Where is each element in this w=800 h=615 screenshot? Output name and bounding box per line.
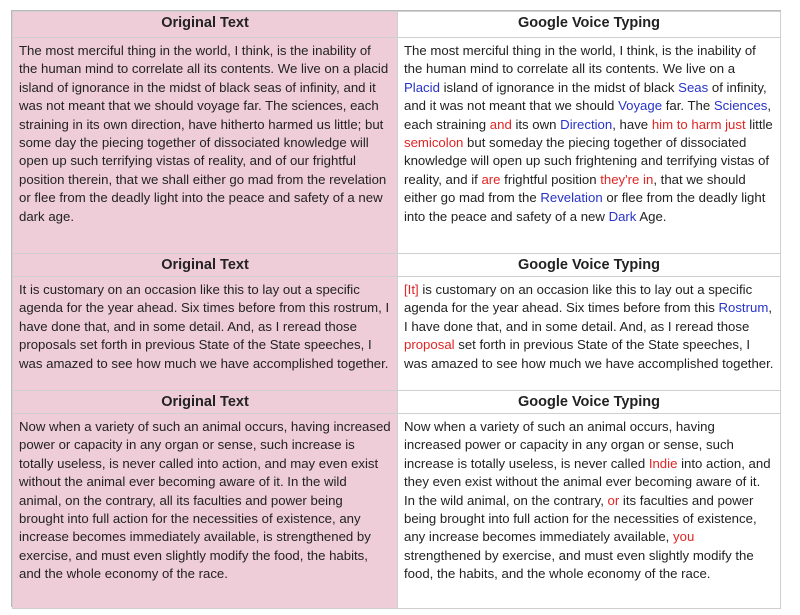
- mistranscribed-word: you: [673, 529, 695, 545]
- voice-typing-header: Google Voice Typing: [398, 391, 781, 414]
- mistranscribed-word: [It]: [404, 282, 419, 297]
- voice-text-segment: , I have done that, and in some detail. And, as I reread those: [404, 300, 772, 334]
- miscapitalized-word: Direction: [560, 116, 613, 132]
- header-row: [13, 391, 781, 414]
- voice-text-segment: The most merciful thing in the world, I think, is the inability of the human mind to correlate all its contents. We live on a: [404, 43, 756, 77]
- voice-passage: [398, 38, 781, 254]
- original-passage: The most merciful thing in the world, I think, is the inability of the human mind to correlate all its contents. We live on a placid island of ignorance in the midst of black seas of infinity, and it was not meant that we should voyage far. The sciences, each straining in its own direction, have hitherto harmed us little; but some day the piecing together of dissociated knowledge will open up such terrifying vistas of reality, and of our frightful position therein, that we shall either go mad from the revelation or flee from the deadly light into the peace and safety of a new dark age.: [13, 38, 398, 254]
- voice-text-segment: its faculties and power being brought into full action for the necessities of existence, any increase becomes immediately available,: [404, 492, 757, 545]
- voice-text-segment: into action, and they even exist without the animal ever becoming aware of it. In the wild animal, on the contrary,: [404, 455, 771, 508]
- voice-text-segment: or flee from the deadly light into the peace and safety of a new: [404, 190, 766, 224]
- original-text-header: Original Text: [13, 12, 398, 38]
- miscapitalized-word: Placid: [404, 79, 440, 95]
- voice-text-segment: island of ignorance in the midst of black: [439, 79, 679, 95]
- voice-passage: [398, 414, 781, 609]
- mistranscribed-word: Indie: [648, 455, 678, 471]
- mistranscribed-word: semicolon: [404, 135, 464, 151]
- header-row: [13, 12, 781, 38]
- mistranscribed-word: they're in: [600, 171, 654, 187]
- miscapitalized-word: Rostrum: [718, 300, 769, 316]
- voice-text-segment: , that we should either go mad from the: [404, 171, 746, 206]
- miscapitalized-word: Sciences: [713, 98, 768, 114]
- mistranscribed-word: or: [607, 492, 620, 508]
- mistranscribed-word: and: [489, 116, 512, 132]
- voice-text-segment: its own: [511, 116, 561, 132]
- voice-text-segment: of infinity, and it was not meant that we should: [404, 79, 767, 114]
- original-text-header: Original Text: [13, 254, 398, 277]
- voice-text-segment: Age.: [636, 208, 667, 224]
- miscapitalized-word: Seas: [678, 79, 709, 95]
- miscapitalized-word: Dark: [608, 208, 637, 224]
- voice-text-segment: , have: [612, 116, 652, 132]
- voice-text-segment: far. The: [662, 98, 714, 114]
- passage-row: [13, 414, 781, 609]
- passage-row: [13, 38, 781, 254]
- voice-typing-header: Google Voice Typing: [398, 254, 781, 277]
- voice-text-segment: set forth in previous State of the State speeches, I was amazed to see how much we have accomplished together.: [404, 337, 774, 371]
- original-passage: Now when a variety of such an animal occurs, having increased power or capacity in any organ or sense, such increase is totally useless, is never called into action, and may even exist without the animal ever becoming aware of it. In the wild animal, on the contrary, all its faculties and power being brought into full action for the necessities of existence, any increase becomes immediately available, is strengthened by exercise, and must even slightly modify the food, the habits, and the whole economy of the race.: [13, 414, 398, 609]
- voice-text-segment: is customary on an occasion like this to lay out a specific agenda for the year ahead. Six times before from this: [404, 282, 753, 316]
- miscapitalized-word: Revelation: [540, 190, 603, 206]
- header-row: [13, 254, 781, 277]
- comparison-table: [12, 11, 781, 609]
- mistranscribed-word: him to harm just: [651, 116, 746, 132]
- voice-text-segment: little: [745, 116, 773, 132]
- miscapitalized-word: Voyage: [618, 98, 663, 114]
- voice-text-segment: frightful position: [500, 171, 601, 187]
- passage-row: [13, 277, 781, 391]
- original-passage: It is customary on an occasion like this to lay out a specific agenda for the year ahead. Six times before from this rostrum, I have done that, and in some detail. And, as I reread those proposals set forth in previous State of the State speeches, I was amazed to see how much we have accomplished together.: [13, 277, 398, 391]
- voice-text-segment: but someday the piecing together of dissociated knowledge will open up such frightening and terrifying vistas of reality, and if: [404, 135, 770, 187]
- voice-text-segment: strengthened by exercise, and must even slightly modify the food, the habits, and the whole economy of the race.: [404, 547, 754, 582]
- comparison-table-frame: [11, 10, 781, 607]
- mistranscribed-word: proposal: [404, 337, 455, 353]
- original-text-header: Original Text: [13, 391, 398, 414]
- voice-text-segment: Now when a variety of such an animal occurs, having increased power or capacity in any organ or sense, such increase is totally useless, is never called: [404, 419, 734, 471]
- voice-passage: [398, 277, 781, 391]
- voice-text-segment: , each straining: [404, 98, 772, 132]
- voice-typing-header: Google Voice Typing: [398, 12, 781, 38]
- mistranscribed-word: are: [481, 171, 501, 187]
